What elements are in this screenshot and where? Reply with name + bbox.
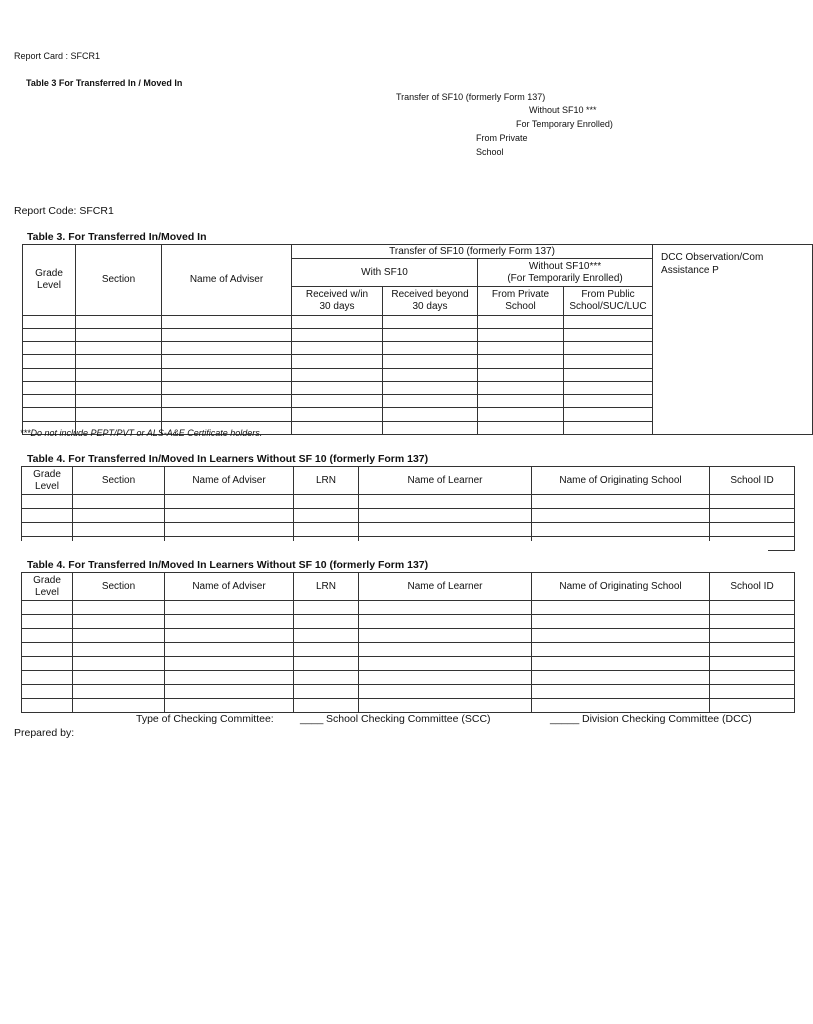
table4b-header-section: Section [73, 573, 165, 601]
table3-title: Table 3. For Transferred In/Moved In [27, 231, 207, 243]
table3-header-with-sf10: With SF10 [292, 259, 478, 287]
table4a-title: Table 4. For Transferred In/Moved In Learners Without SF 10 (formerly Form 137) [27, 453, 429, 465]
table4b-header-grade: Grade Level [22, 573, 73, 601]
table3-header-section: Section [76, 245, 162, 316]
table4b-header-origin: Name of Originating School [532, 573, 710, 601]
table3-header-adviser: Name of Adviser [162, 245, 292, 316]
table-row [22, 643, 795, 657]
report-code: Report Code: SFCR1 [14, 205, 114, 217]
transfer-typed-header: Transfer of SF10 (formerly Form 137) [396, 92, 546, 102]
table4a-header-section: Section [73, 467, 165, 495]
table3-header-grade: Grade Level [23, 245, 76, 316]
table4a-header-origin: Name of Originating School [532, 467, 710, 495]
table-row [22, 685, 795, 699]
table4a-header-school-id: School ID [710, 467, 795, 495]
table4b-title: Table 4. For Transferred In/Moved In Learners Without SF 10 (formerly Form 137) [27, 559, 429, 571]
table-row [22, 615, 795, 629]
table4b-header-learner: Name of Learner [359, 573, 532, 601]
table4b-header-school-id: School ID [710, 573, 795, 601]
school-typed: School [476, 147, 504, 157]
table3 [22, 244, 813, 435]
table3-header-without-sf10: Without SF10*** (For Temporarily Enrolled) [478, 259, 653, 287]
dcc-blank: _____ [550, 713, 580, 725]
from-private-typed: From Private [476, 133, 528, 143]
checking-committee-label: Type of Checking Committee: [136, 713, 274, 725]
table-row [22, 509, 795, 523]
table4b-header-lrn: LRN [294, 573, 359, 601]
footnote: ***Do not include PEPT/PVT or ALS-A&E Certificate holders. [20, 428, 263, 438]
table-row [22, 601, 795, 615]
table4a [21, 466, 795, 551]
table3-header-dcc: DCC Observation/Com Assistance P [653, 245, 813, 435]
temporary-typed: For Temporary Enrolled) [516, 119, 613, 129]
report-card-label: Report Card : SFCR1 [14, 51, 101, 61]
table4a-header-lrn: LRN [294, 467, 359, 495]
scc-blank: ____ [300, 713, 324, 725]
table-row [22, 657, 795, 671]
page-cut [0, 541, 768, 555]
table3-header-transfer: Transfer of SF10 (formerly Form 137) [292, 245, 653, 259]
table4b [21, 572, 795, 713]
prepared-by: Prepared by: [14, 727, 75, 739]
table3-typed-title: Table 3 For Transferred In / Moved In [26, 78, 183, 88]
table-row [22, 671, 795, 685]
without-sf10-typed: Without SF10 *** [529, 105, 597, 115]
table-row [22, 699, 795, 713]
table-row [22, 629, 795, 643]
table4a-header-learner: Name of Learner [359, 467, 532, 495]
table3-header-received-within: Received w/in 30 days [292, 287, 383, 316]
table-row [22, 523, 795, 537]
table4b-header-adviser: Name of Adviser [165, 573, 294, 601]
table3-header-from-public: From Public School/SUC/LUC [564, 287, 653, 316]
table3-header-received-beyond: Received beyond 30 days [383, 287, 478, 316]
dcc-option: Division Checking Committee (DCC) [582, 713, 752, 725]
scc-option: School Checking Committee (SCC) [326, 713, 491, 725]
table-row [22, 495, 795, 509]
table3-header-from-private: From Private School [478, 287, 564, 316]
table4a-header-grade: Grade Level [22, 467, 73, 495]
table4a-header-adviser: Name of Adviser [165, 467, 294, 495]
